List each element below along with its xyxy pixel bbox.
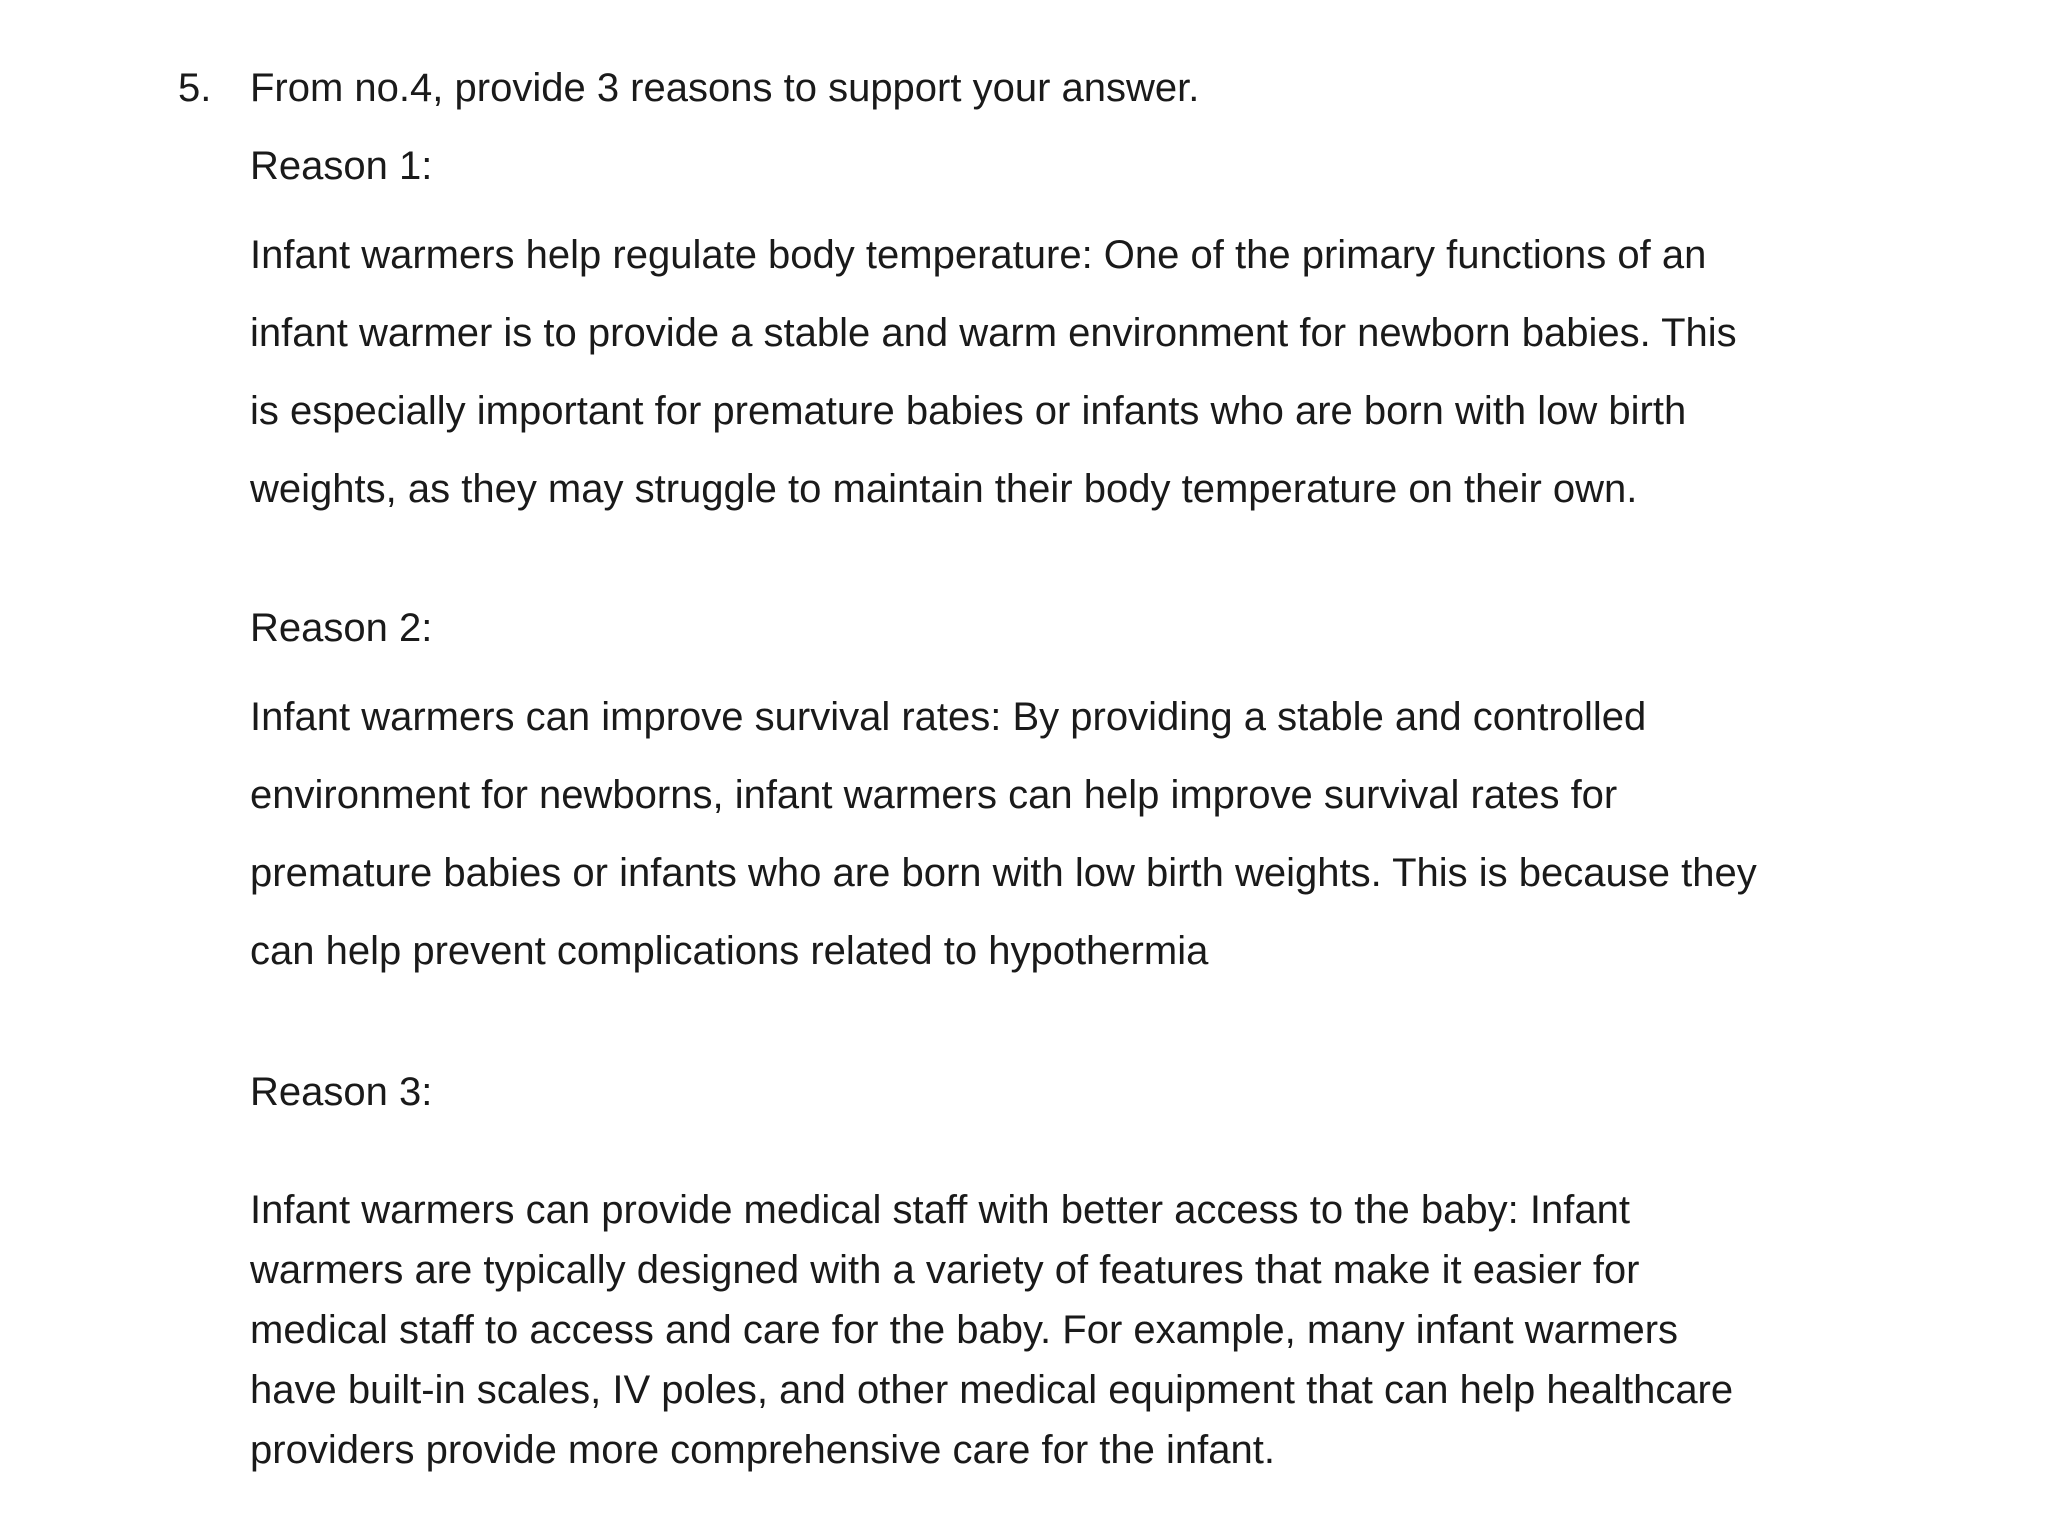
reason-3-line: have built-in scales, IV poles, and other medical equipment that can help healthcare bbox=[250, 1368, 1734, 1412]
reason-3-line: providers provide more comprehensive care for the infant. bbox=[250, 1428, 1275, 1472]
reason-3-line: Infant warmers can provide medical staff with better access to the baby: Infant bbox=[250, 1188, 1630, 1232]
reason-1-text bbox=[250, 216, 1890, 528]
reason-1-line: Infant warmers help regulate body temperature: One of the primary functions of an bbox=[250, 233, 1707, 277]
reason-3-line: medical staff to access and care for the baby. For example, many infant warmers bbox=[250, 1308, 1679, 1352]
reason-2-line: Infant warmers can improve survival rates: By providing a stable and controlled bbox=[250, 695, 1647, 739]
question-text: From no.4, provide 3 reasons to support your answer. bbox=[250, 66, 1200, 110]
reason-3-text bbox=[250, 1180, 1890, 1480]
reason-1-line: weights, as they may struggle to maintain their body temperature on their own. bbox=[250, 467, 1638, 511]
reason-2-line: can help prevent complications related to hypothermia bbox=[250, 929, 1209, 973]
reason-1-line: is especially important for premature babies or infants who are born with low birth bbox=[250, 389, 1687, 433]
reason-3-line: warmers are typically designed with a variety of features that make it easier for bbox=[250, 1248, 1640, 1292]
reason-1-label: Reason 1: bbox=[250, 144, 433, 188]
question-number: 5. bbox=[178, 66, 212, 110]
reason-3-label: Reason 3: bbox=[250, 1070, 433, 1114]
reason-1-line: infant warmer is to provide a stable and warm environment for newborn babies. This bbox=[250, 311, 1737, 355]
reason-2-text bbox=[250, 678, 1890, 990]
question-heading bbox=[178, 62, 1199, 114]
reason-2-line: environment for newborns, infant warmers can help improve survival rates for bbox=[250, 773, 1618, 817]
reason-2-label: Reason 2: bbox=[250, 606, 433, 650]
reason-2-line: premature babies or infants who are born with low birth weights. This is because they bbox=[250, 851, 1757, 895]
